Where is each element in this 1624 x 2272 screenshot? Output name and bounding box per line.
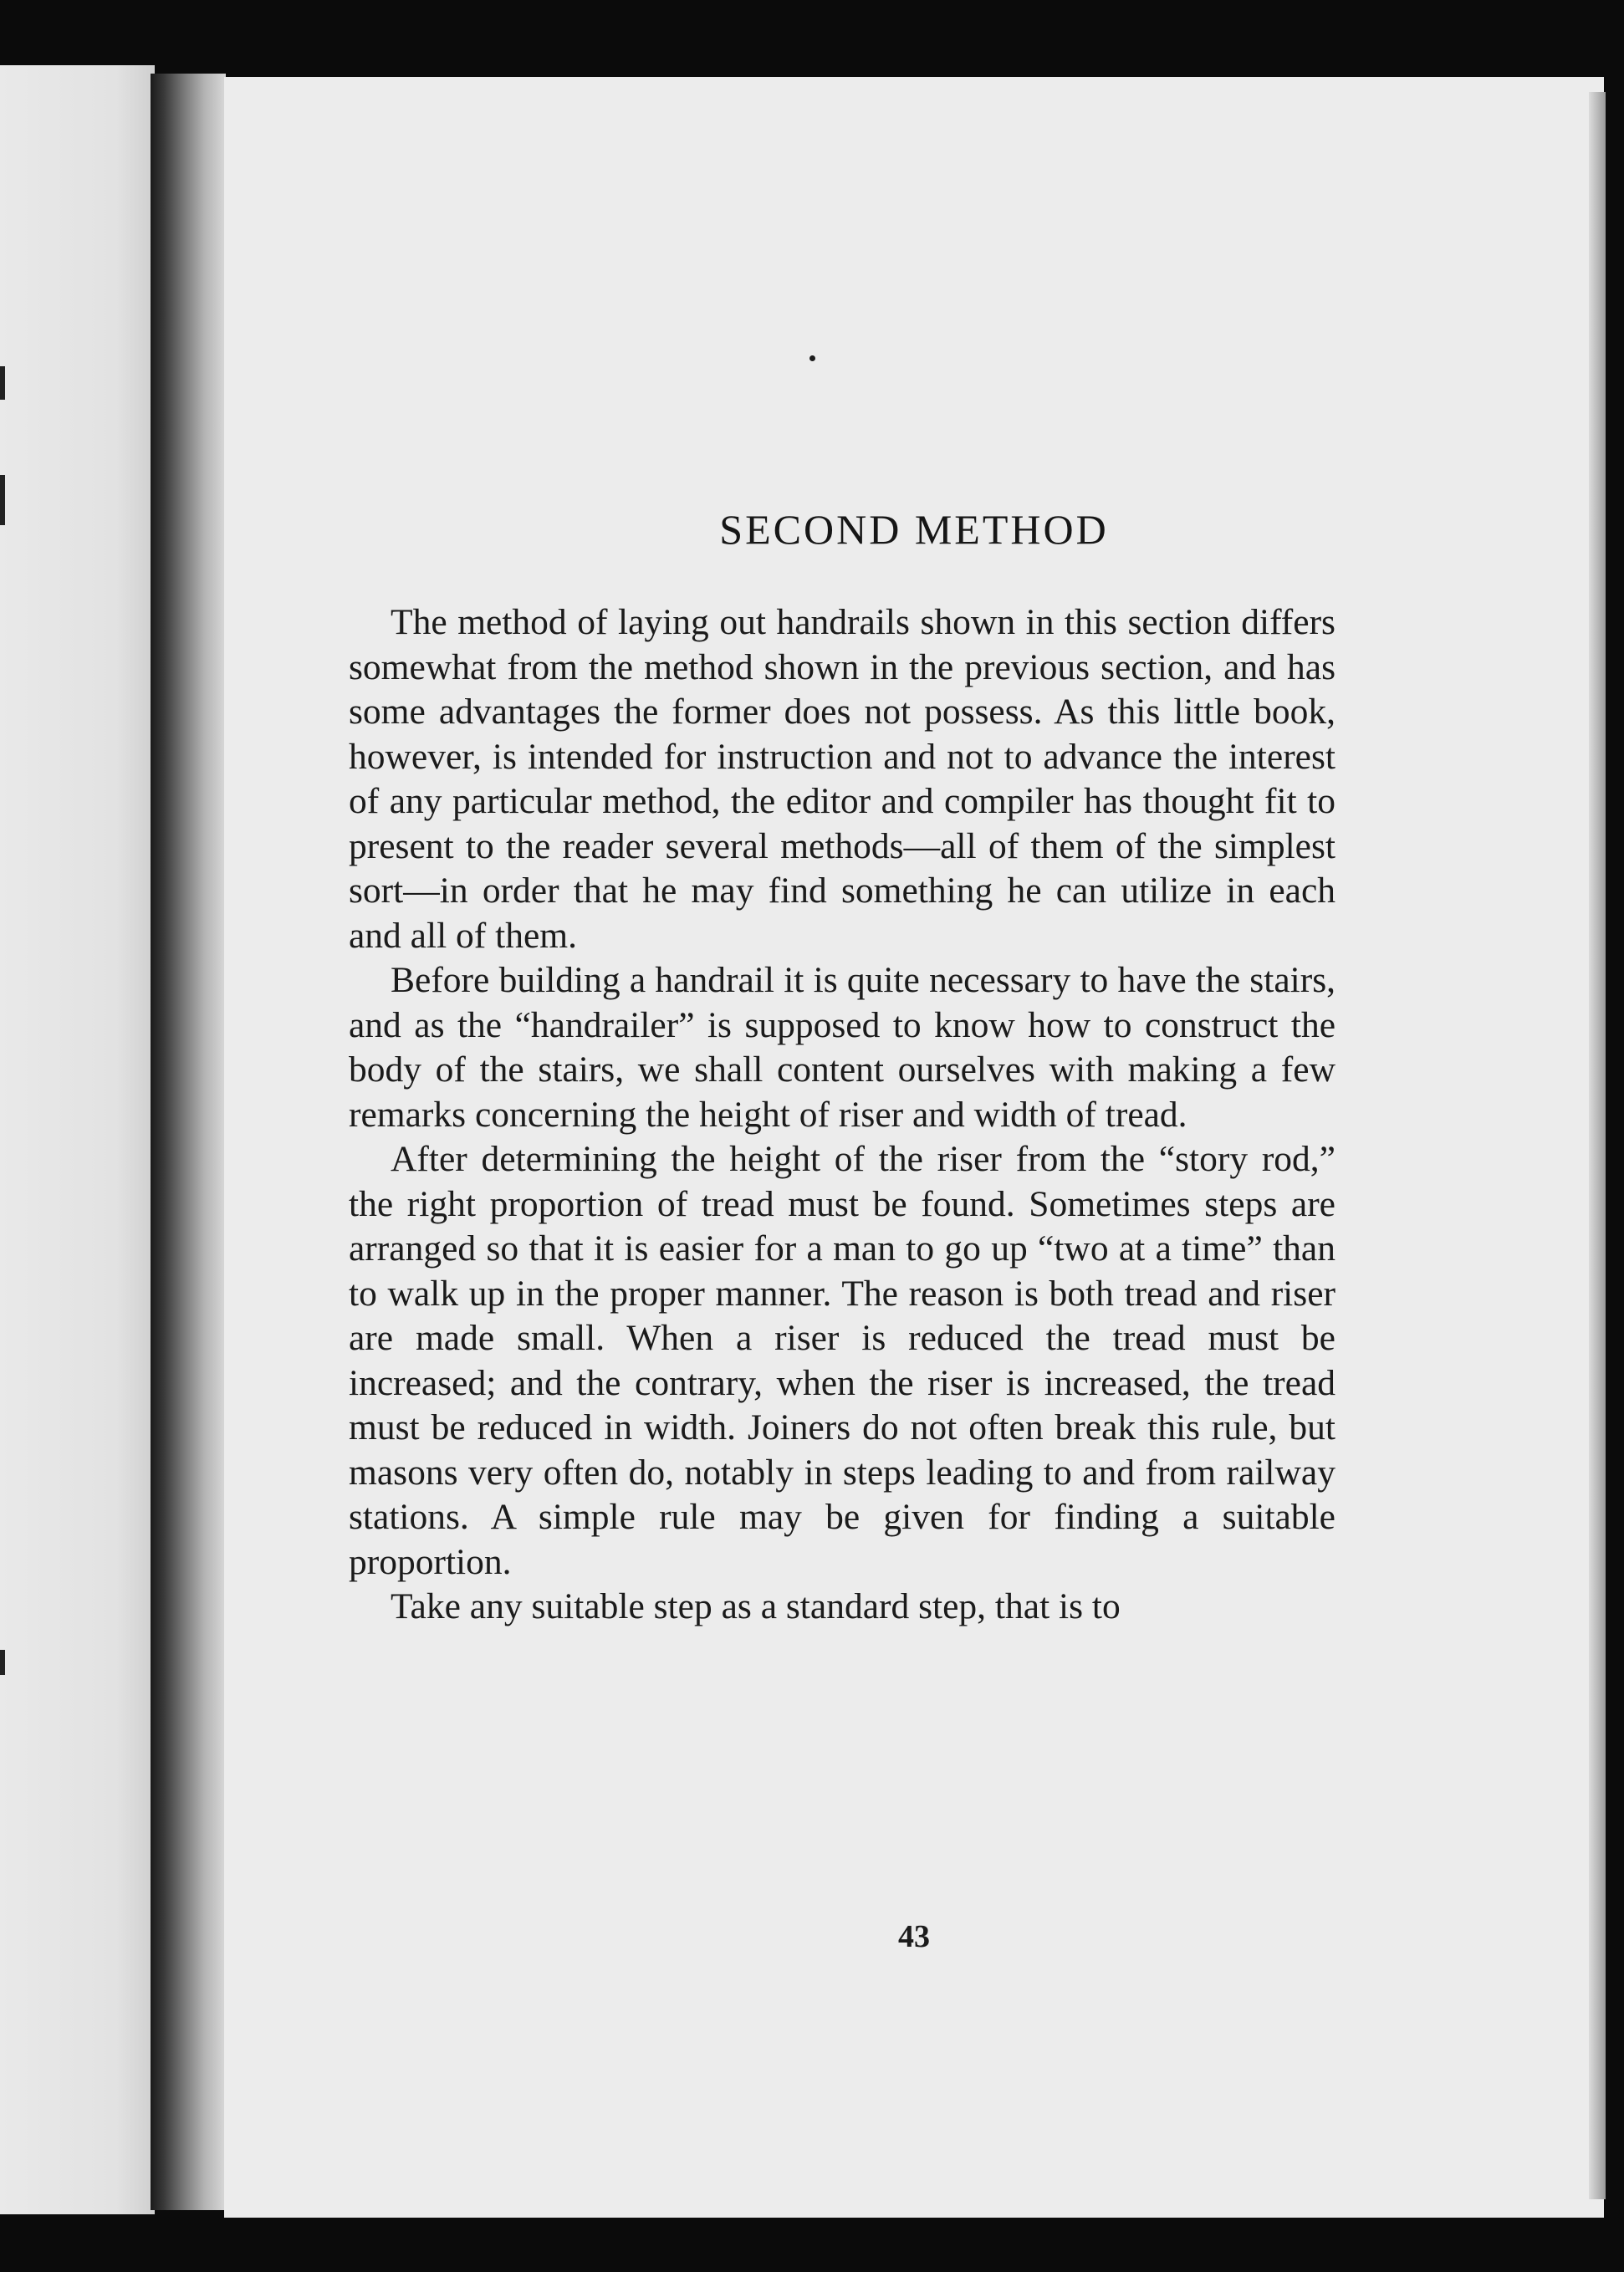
facing-page-edge	[0, 65, 155, 2214]
paragraph: Take any suitable step as a standard step, that is to	[391, 1586, 1121, 1626]
section-heading: SECOND METHOD	[719, 506, 1109, 553]
paragraph: The method of laying out handrails shown in this section differs somewhat from the method shown in the previous section, and has some advantages the former does not possess. As this little book, however, is intended for instruction and not to advance the interest of any particular method, the editor and compiler has thought fit to present to the reader several methods—all of them of the simplest sort—in order that he may find something he can utilize in each and all of them.	[349, 602, 1335, 956]
paper-speck	[809, 355, 815, 361]
page-number: 43	[898, 1919, 930, 1954]
binding-gutter-shadow	[151, 74, 226, 2210]
page-edge-shadow	[1589, 92, 1606, 2199]
edge-mark	[0, 1650, 5, 1675]
paragraph: Before building a handrail it is quite necessary to have the stairs, and as the “handrailer” is supposed to know how to construct the body of the stairs, we shall content ourselves with making a few remarks concerning the height of riser and width of tread.	[349, 960, 1335, 1135]
edge-mark	[0, 475, 5, 525]
body-text	[349, 600, 1335, 1630]
edge-mark	[0, 366, 5, 400]
paragraph: After determining the height of the riser from the “story rod,” the right proportion of tread must be found. Sometimes steps are arranged so that it is easier for a man to go up “two at a time” than to walk up in the proper manner. The reason is both tread and riser are made small. When a riser is reduced the tread must be increased; and the contrary, when the riser is increased, the tread must be reduced in width. Joiners do not often break this rule, but masons very often do, notably in steps leading to and from railway stations. A simple rule may be given for finding a suitable proportion.	[349, 1139, 1335, 1582]
